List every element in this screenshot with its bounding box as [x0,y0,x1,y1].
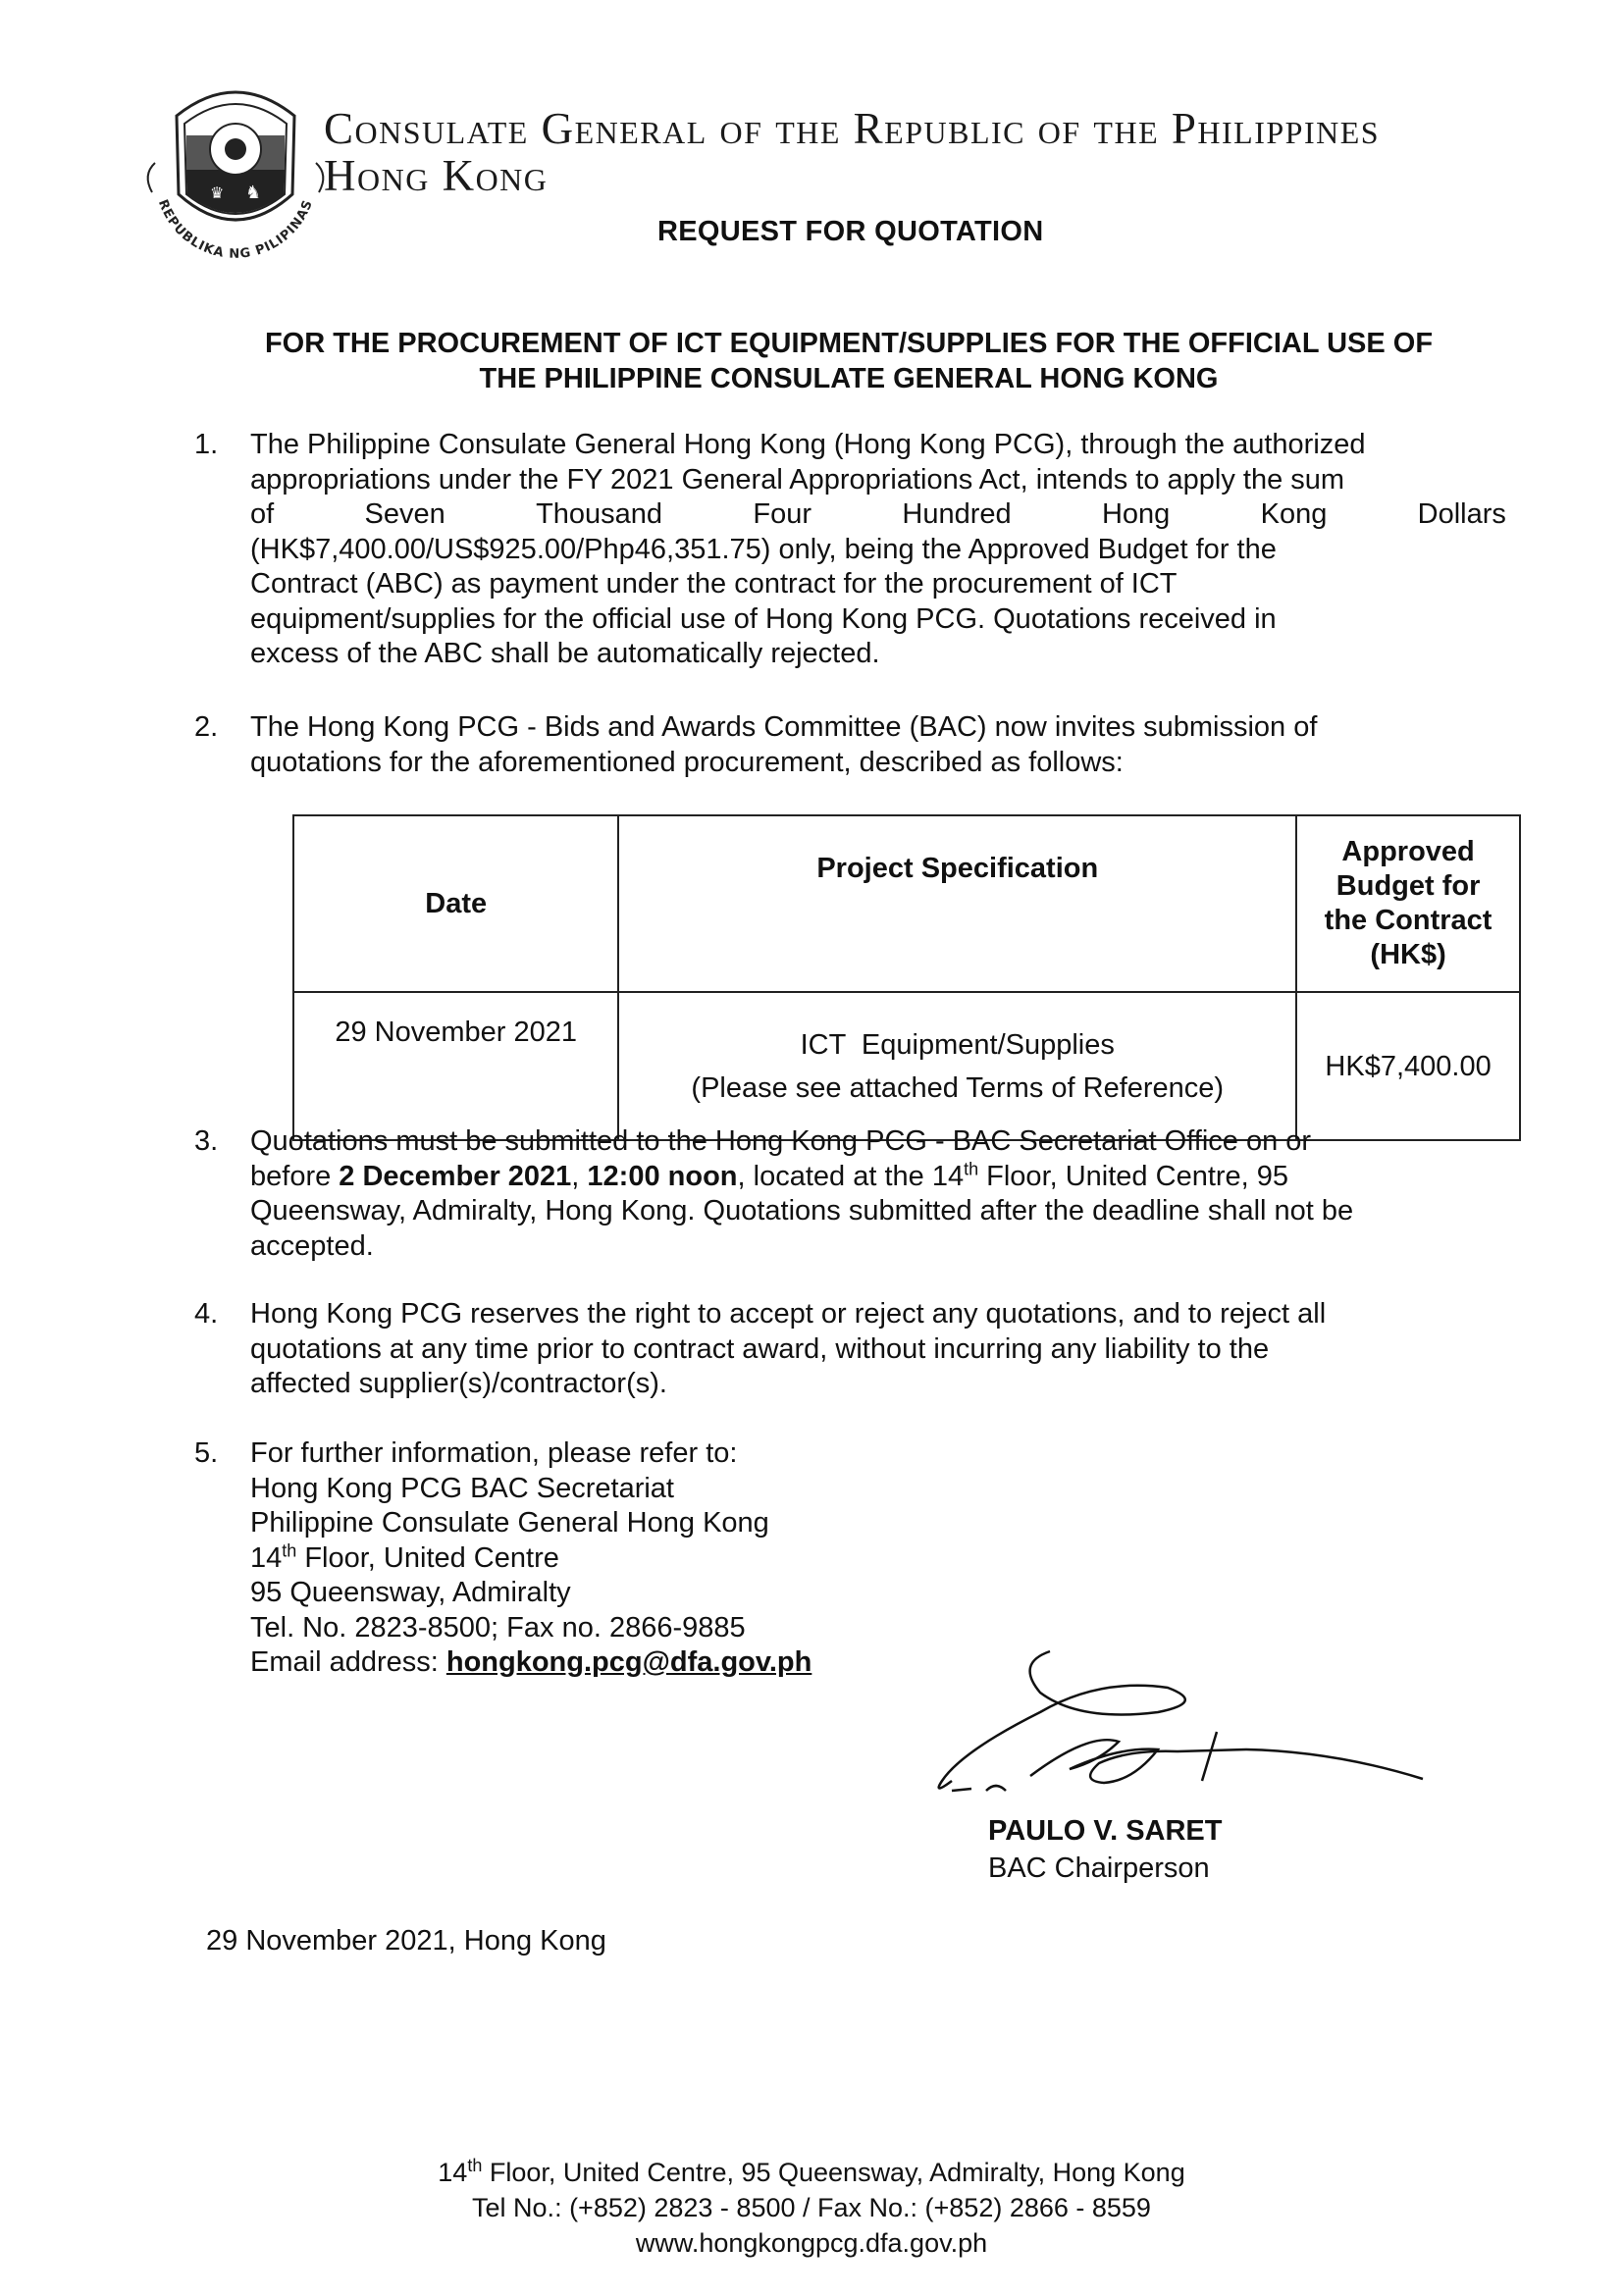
paragraph-line: before 2 December 2021, 12:00 noon, located at the 14th Floor, United Centre, 95 [250,1158,1289,1192]
letterhead-line-1: Consulate General of the Republic of the Philippines [324,104,1381,153]
paragraph-line: (HK$7,400.00/US$925.00/Php46,351.75) only, being the Approved Budget for the [250,533,1277,565]
svg-text:♞: ♞ [245,183,262,203]
paragraph-line: Hong Kong PCG reserves the right to accept or reject any quotations, and to reject all [250,1298,1327,1330]
footer-website-link[interactable]: www.hongkongpcg.dfa.gov.ph [635,2228,988,2258]
document-title: REQUEST FOR QUOTATION [657,216,1044,247]
contact-email-line: Email address: hongkong.pcg@dfa.gov.ph [250,1646,812,1678]
header-date: Date [293,815,618,992]
paragraph-number: 5. [194,1437,219,1469]
handwritten-signature [922,1634,1452,1825]
paragraph-line: Queensway, Admiralty, Hong Kong. Quotations submitted after the deadline shall not be [250,1195,1354,1226]
contact-intro: For further information, please refer to: [250,1437,738,1469]
letterhead-line-2: Hong Kong [324,151,549,200]
cell-project-specification: ICT Equipment/Supplies (Please see attached Terms of Reference) [618,992,1296,1140]
signatory-name: PAULO V. SARET [988,1815,1223,1847]
paragraph-line: appropriations under the FY 2021 General Appropriations Act, intends to apply the sum [250,463,1345,496]
paragraph-number: 2. [194,711,219,743]
paragraph-line: Contract (ABC) as payment under the contract for the procurement of ICT [250,568,1178,600]
cell-budget: HK$7,400.00 [1296,992,1520,1140]
subject-heading [196,326,1501,396]
paragraph-number: 4. [194,1298,219,1330]
paragraph-line-spread: of Seven Thousand Four Hundred Hong Kong Dollars [250,498,1506,530]
paragraph-line: affected supplier(s)/contractor(s). [250,1368,667,1399]
table-header-row [293,815,1520,992]
deadline-time: 12:00 noon [587,1160,738,1192]
paragraph-line: Quotations must be submitted to the Hong Kong PCG - BAC Secretariat Office on or [250,1125,1312,1157]
header-project-specification: Project Specification [618,815,1296,992]
contact-organization: Philippine Consulate General Hong Kong [250,1507,769,1539]
paragraph-line: quotations at any time prior to contract award, without incurring any liability to the [250,1332,1270,1365]
paragraph-line: excess of the ABC shall be automatically rejected. [250,638,880,669]
paragraph-line: accepted. [250,1229,374,1262]
cell-date: 29 November 2021 [293,992,618,1140]
seal-text: REPUBLIKA NG PILIPINAS [154,197,317,262]
date-and-place: 29 November 2021, Hong Kong [206,1925,606,1957]
contact-street: 95 Queensway, Admiralty [250,1577,571,1608]
contact-floor: 14th Floor, United Centre [250,1539,559,1574]
paragraph-2 [194,710,1506,780]
paragraph-line: quotations for the aforementioned procurement, described as follows: [250,746,1124,778]
paragraph-number: 1. [194,429,219,460]
header-approved-budget: Approved Budget for the Contract (HK$) [1296,815,1520,992]
table-row [293,992,1520,1140]
paragraph-line: equipment/supplies for the official use of Hong Kong PCG. Quotations received in [250,602,1277,635]
footer-phone: Tel No.: (+852) 2823 - 8500 / Fax No.: (+852) 2866 - 8559 [472,2193,1151,2222]
paragraph-4 [194,1297,1506,1402]
subject-line-1: FOR THE PROCUREMENT OF ICT EQUIPMENT/SUPPLIES FOR THE OFFICIAL USE OF [264,328,1434,359]
footer-address: 14th Floor, United Centre, 95 Queensway, Admiralty, Hong Kong [438,2156,1185,2187]
procurement-table [292,814,1521,1141]
philippine-seal-icon [137,77,334,263]
paragraph-3 [194,1124,1506,1264]
paragraph-1 [194,428,1506,672]
contact-phone: Tel. No. 2823-8500; Fax no. 2866-9885 [250,1611,746,1644]
contact-office: Hong Kong PCG BAC Secretariat [250,1472,674,1504]
svg-text:♛: ♛ [210,183,225,202]
paragraph-line: The Philippine Consulate General Hong Kong (Hong Kong PCG), through the authorized [250,429,1366,460]
signatory-title: BAC Chairperson [988,1852,1210,1884]
subject-line-2: THE PHILIPPINE CONSULATE GENERAL HONG KONG [479,363,1219,394]
deadline-date: 2 December 2021 [339,1160,572,1192]
email-link[interactable]: hongkong.pcg@dfa.gov.ph [445,1646,812,1678]
paragraph-line: The Hong Kong PCG - Bids and Awards Committee (BAC) now invites submission of [250,711,1318,743]
paragraph-number: 3. [194,1125,219,1157]
